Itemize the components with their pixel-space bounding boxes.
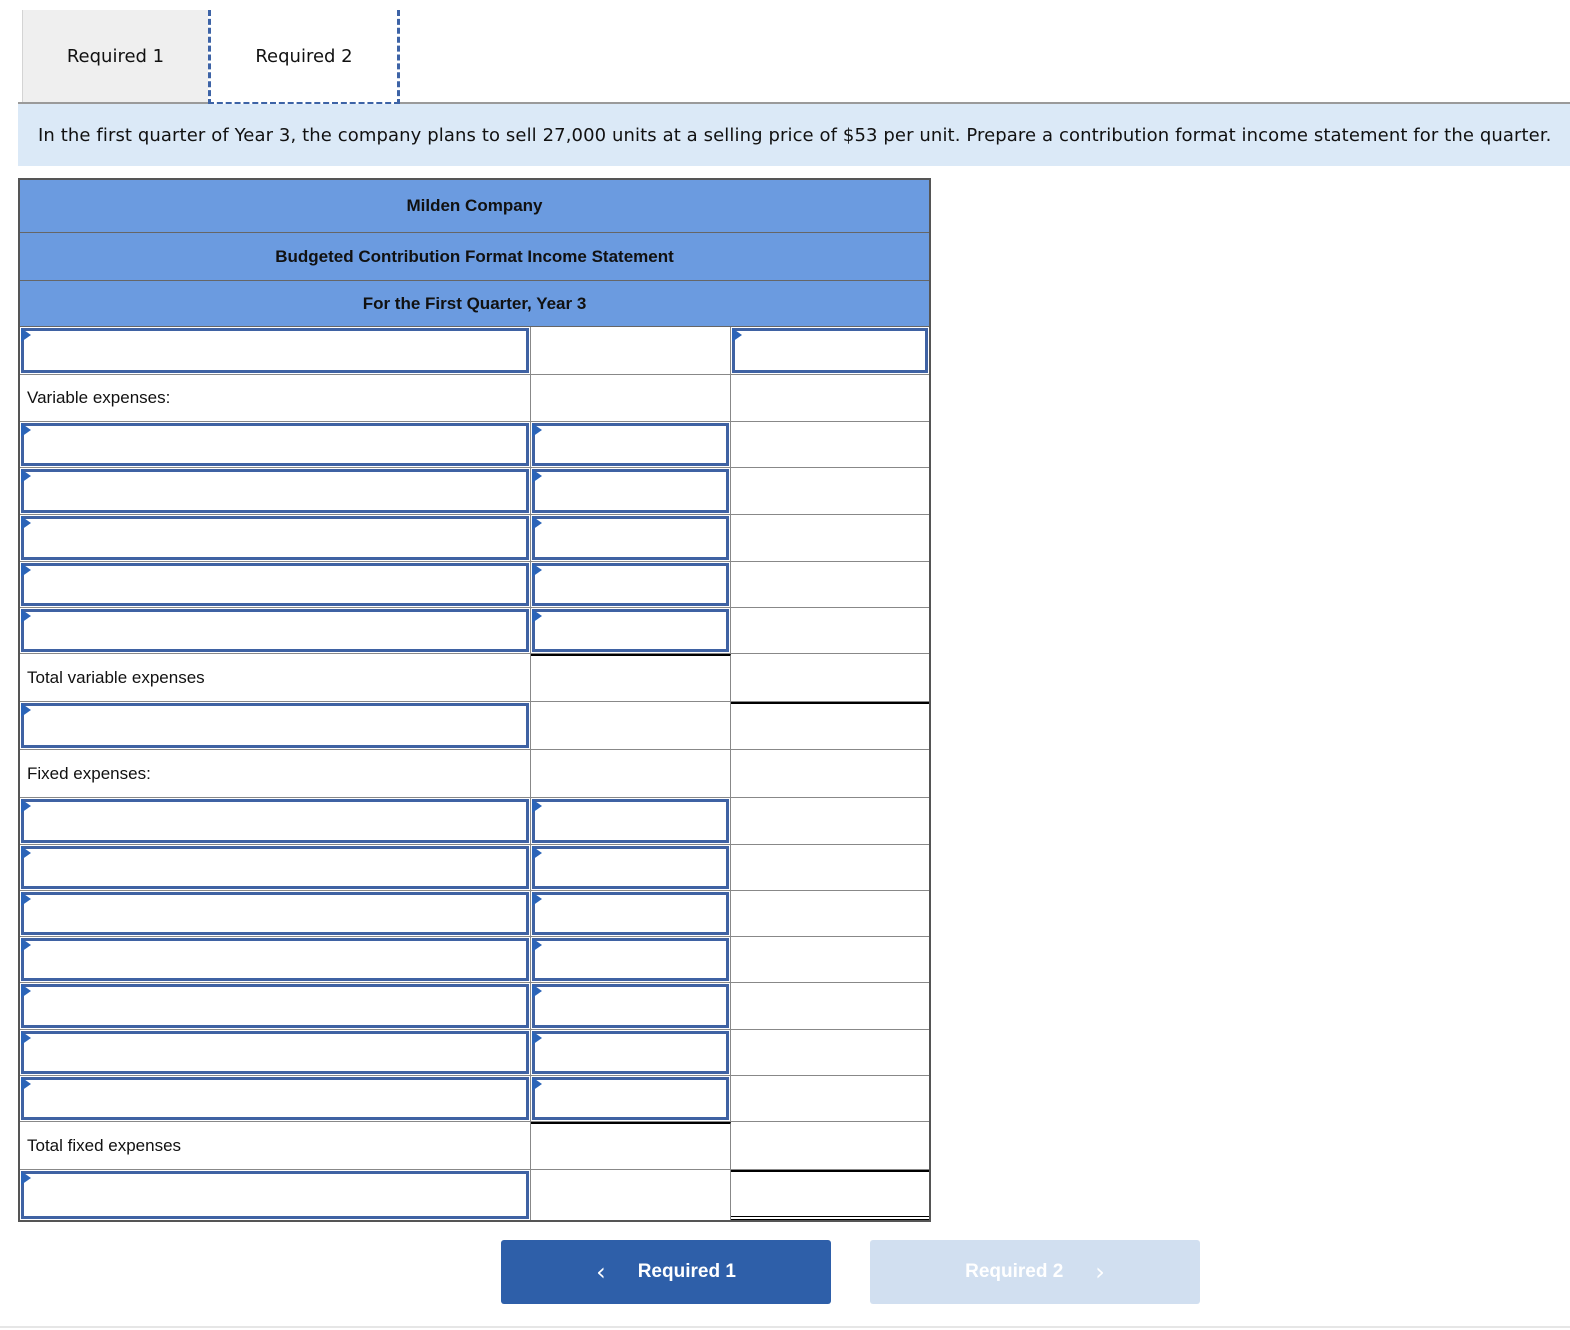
table-row (20, 654, 929, 702)
variable-expense-label-input[interactable] (21, 563, 529, 606)
contribution-margin-label-input[interactable] (21, 703, 529, 748)
net-income-cell (731, 1170, 929, 1220)
fixed-expense-amount-cell (531, 798, 731, 844)
variable-expense-label-cell (20, 422, 531, 467)
dropdown-indicator-icon (532, 609, 542, 623)
dropdown-indicator-icon (532, 984, 542, 998)
total-variable-expenses-cell (731, 654, 929, 701)
table-row (20, 891, 929, 937)
table-row (20, 608, 929, 654)
variable-expense-label-input[interactable] (21, 516, 529, 560)
variable-expense-amount-input[interactable] (532, 516, 729, 560)
dropdown-indicator-icon (532, 516, 542, 530)
table-row (20, 702, 929, 750)
dropdown-indicator-icon (532, 846, 542, 860)
table-row (20, 1170, 929, 1220)
fixed-expense-label-cell (20, 937, 531, 982)
variable-expense-amount-cell (531, 468, 731, 514)
fixed-expense-label-cell (20, 891, 531, 936)
blank-cell (731, 937, 929, 982)
dropdown-indicator-icon (532, 1031, 542, 1045)
table-row (20, 937, 929, 983)
fixed-expense-amount-cell (531, 937, 731, 982)
blank-cell (531, 654, 731, 701)
dropdown-indicator-icon (532, 563, 542, 577)
variable-expense-amount-input[interactable] (532, 609, 729, 652)
fixed-expense-amount-cell (531, 1030, 731, 1075)
previous-button-label: Required 1 (637, 1261, 736, 1282)
table-row (20, 1030, 929, 1076)
blank-cell (731, 608, 929, 653)
fixed-expense-amount-input[interactable] (532, 1077, 729, 1120)
income-statement-table (18, 178, 931, 1222)
variable-expense-label-input[interactable] (21, 423, 529, 466)
fixed-expense-label-cell (20, 983, 531, 1029)
fixed-expense-amount-input[interactable] (532, 1031, 729, 1074)
dropdown-indicator-icon (21, 892, 31, 906)
fixed-expense-amount-input[interactable] (532, 846, 729, 889)
dropdown-indicator-icon (21, 846, 31, 860)
fixed-expense-label-cell (20, 798, 531, 844)
tab-required-1[interactable]: Required 1 (22, 10, 208, 102)
dropdown-indicator-icon (532, 469, 542, 483)
blank-cell (531, 702, 731, 749)
blank-cell (531, 375, 731, 421)
variable-expense-label-cell (20, 468, 531, 514)
total-fixed-expenses-label: Total fixed expenses (20, 1122, 531, 1169)
blank-cell (731, 845, 929, 890)
table-row (20, 422, 929, 468)
dropdown-indicator-icon (21, 469, 31, 483)
blank-cell (731, 983, 929, 1029)
variable-expense-label-cell (20, 608, 531, 653)
table-row (20, 750, 929, 798)
blank-cell (731, 891, 929, 936)
next-button-label: Required 2 (965, 1261, 1064, 1282)
dropdown-indicator-icon (21, 1171, 31, 1185)
statement-period: For the First Quarter, Year 3 (20, 281, 929, 327)
blank-cell (531, 1122, 731, 1169)
fixed-expense-label-input[interactable] (21, 846, 529, 889)
dropdown-indicator-icon (21, 799, 31, 813)
table-row (20, 845, 929, 891)
dropdown-indicator-icon (732, 328, 742, 342)
table-row (20, 375, 929, 422)
variable-expense-label-cell (20, 515, 531, 561)
variable-expense-amount-input[interactable] (532, 563, 729, 606)
fixed-expense-amount-input[interactable] (532, 892, 729, 935)
net-income-label-cell (20, 1170, 531, 1220)
blank-cell (731, 750, 929, 797)
company-name: Milden Company (20, 180, 929, 233)
variable-expense-amount-input[interactable] (532, 469, 729, 513)
fixed-expense-label-input[interactable] (21, 799, 529, 843)
table-row (20, 983, 929, 1030)
blank-cell (731, 798, 929, 844)
table-row (20, 468, 929, 515)
sales-label-cell (20, 327, 531, 374)
variable-expense-label-input[interactable] (21, 609, 529, 652)
blank-cell (731, 422, 929, 467)
next-required-2-button[interactable] (870, 1240, 1200, 1304)
dropdown-indicator-icon (21, 516, 31, 530)
blank-cell (731, 375, 929, 421)
dropdown-indicator-icon (21, 423, 31, 437)
sales-amount-cell (731, 327, 929, 374)
dropdown-indicator-icon (532, 1077, 542, 1091)
variable-expenses-label: Variable expenses: (20, 375, 531, 421)
statement-title: Budgeted Contribution Format Income Statement (20, 233, 929, 281)
variable-expense-label-input[interactable] (21, 469, 529, 513)
tab-required-2[interactable]: Required 2 (208, 10, 400, 105)
table-row (20, 327, 929, 375)
fixed-expense-label-cell (20, 1030, 531, 1075)
fixed-expense-label-input[interactable] (21, 1031, 529, 1074)
blank-cell (731, 515, 929, 561)
chevron-left-icon: ‹ (596, 1258, 606, 1286)
fixed-expense-label-input[interactable] (21, 892, 529, 935)
instruction-banner (18, 104, 1570, 166)
variable-expense-amount-cell (531, 562, 731, 607)
sales-amount-input[interactable] (732, 328, 928, 373)
variable-expense-label-cell (20, 562, 531, 607)
fixed-expense-amount-cell (531, 1076, 731, 1121)
blank-cell (731, 1030, 929, 1075)
sales-label-input[interactable] (21, 328, 529, 373)
dropdown-indicator-icon (21, 703, 31, 717)
table-row (20, 798, 929, 845)
tab-bar (18, 10, 1570, 104)
fixed-expense-amount-cell (531, 983, 731, 1029)
table-row (20, 1122, 929, 1170)
blank-cell (731, 562, 929, 607)
blank-cell (731, 468, 929, 514)
dropdown-indicator-icon (532, 938, 542, 952)
fixed-expense-amount-input[interactable] (532, 984, 729, 1028)
total-fixed-expenses-cell (731, 1122, 929, 1169)
fixed-expense-label-input[interactable] (21, 984, 529, 1028)
dropdown-indicator-icon (21, 1077, 31, 1091)
dropdown-indicator-icon (532, 799, 542, 813)
net-income-label-input[interactable] (21, 1171, 529, 1219)
dropdown-indicator-icon (21, 984, 31, 998)
fixed-expense-amount-input[interactable] (532, 938, 729, 981)
fixed-expense-amount-input[interactable] (532, 799, 729, 843)
contribution-margin-label-cell (20, 702, 531, 749)
dropdown-indicator-icon (532, 423, 542, 437)
table-row (20, 515, 929, 562)
variable-expense-amount-cell (531, 515, 731, 561)
blank-cell (531, 1170, 731, 1220)
fixed-expense-label-input[interactable] (21, 1077, 529, 1120)
fixed-expense-label-input[interactable] (21, 938, 529, 981)
dropdown-indicator-icon (532, 892, 542, 906)
variable-expense-amount-input[interactable] (532, 423, 729, 466)
fixed-expense-amount-cell (531, 845, 731, 890)
dropdown-indicator-icon (21, 328, 31, 342)
blank-cell (531, 327, 731, 374)
dropdown-indicator-icon (21, 1031, 31, 1045)
bottom-divider (0, 1326, 1570, 1328)
total-variable-expenses-label: Total variable expenses (20, 654, 531, 701)
variable-expense-amount-cell (531, 422, 731, 467)
blank-cell (531, 750, 731, 797)
dropdown-indicator-icon (21, 563, 31, 577)
variable-expense-amount-cell (531, 608, 731, 653)
dropdown-indicator-icon (21, 609, 31, 623)
previous-required-1-button[interactable] (501, 1240, 831, 1304)
table-row (20, 1076, 929, 1122)
table-row (20, 562, 929, 608)
fixed-expenses-label: Fixed expenses: (20, 750, 531, 797)
fixed-expense-label-cell (20, 1076, 531, 1121)
dropdown-indicator-icon (21, 938, 31, 952)
blank-cell (731, 1076, 929, 1121)
chevron-right-icon: › (1095, 1258, 1105, 1286)
instruction-text: In the first quarter of Year 3, the company plans to sell 27,000 units at a selling price of $53 per unit. Prepare a contribution format income statement for the quarter. (38, 124, 1552, 146)
fixed-expense-label-cell (20, 845, 531, 890)
contribution-margin-cell (731, 702, 929, 749)
fixed-expense-amount-cell (531, 891, 731, 936)
